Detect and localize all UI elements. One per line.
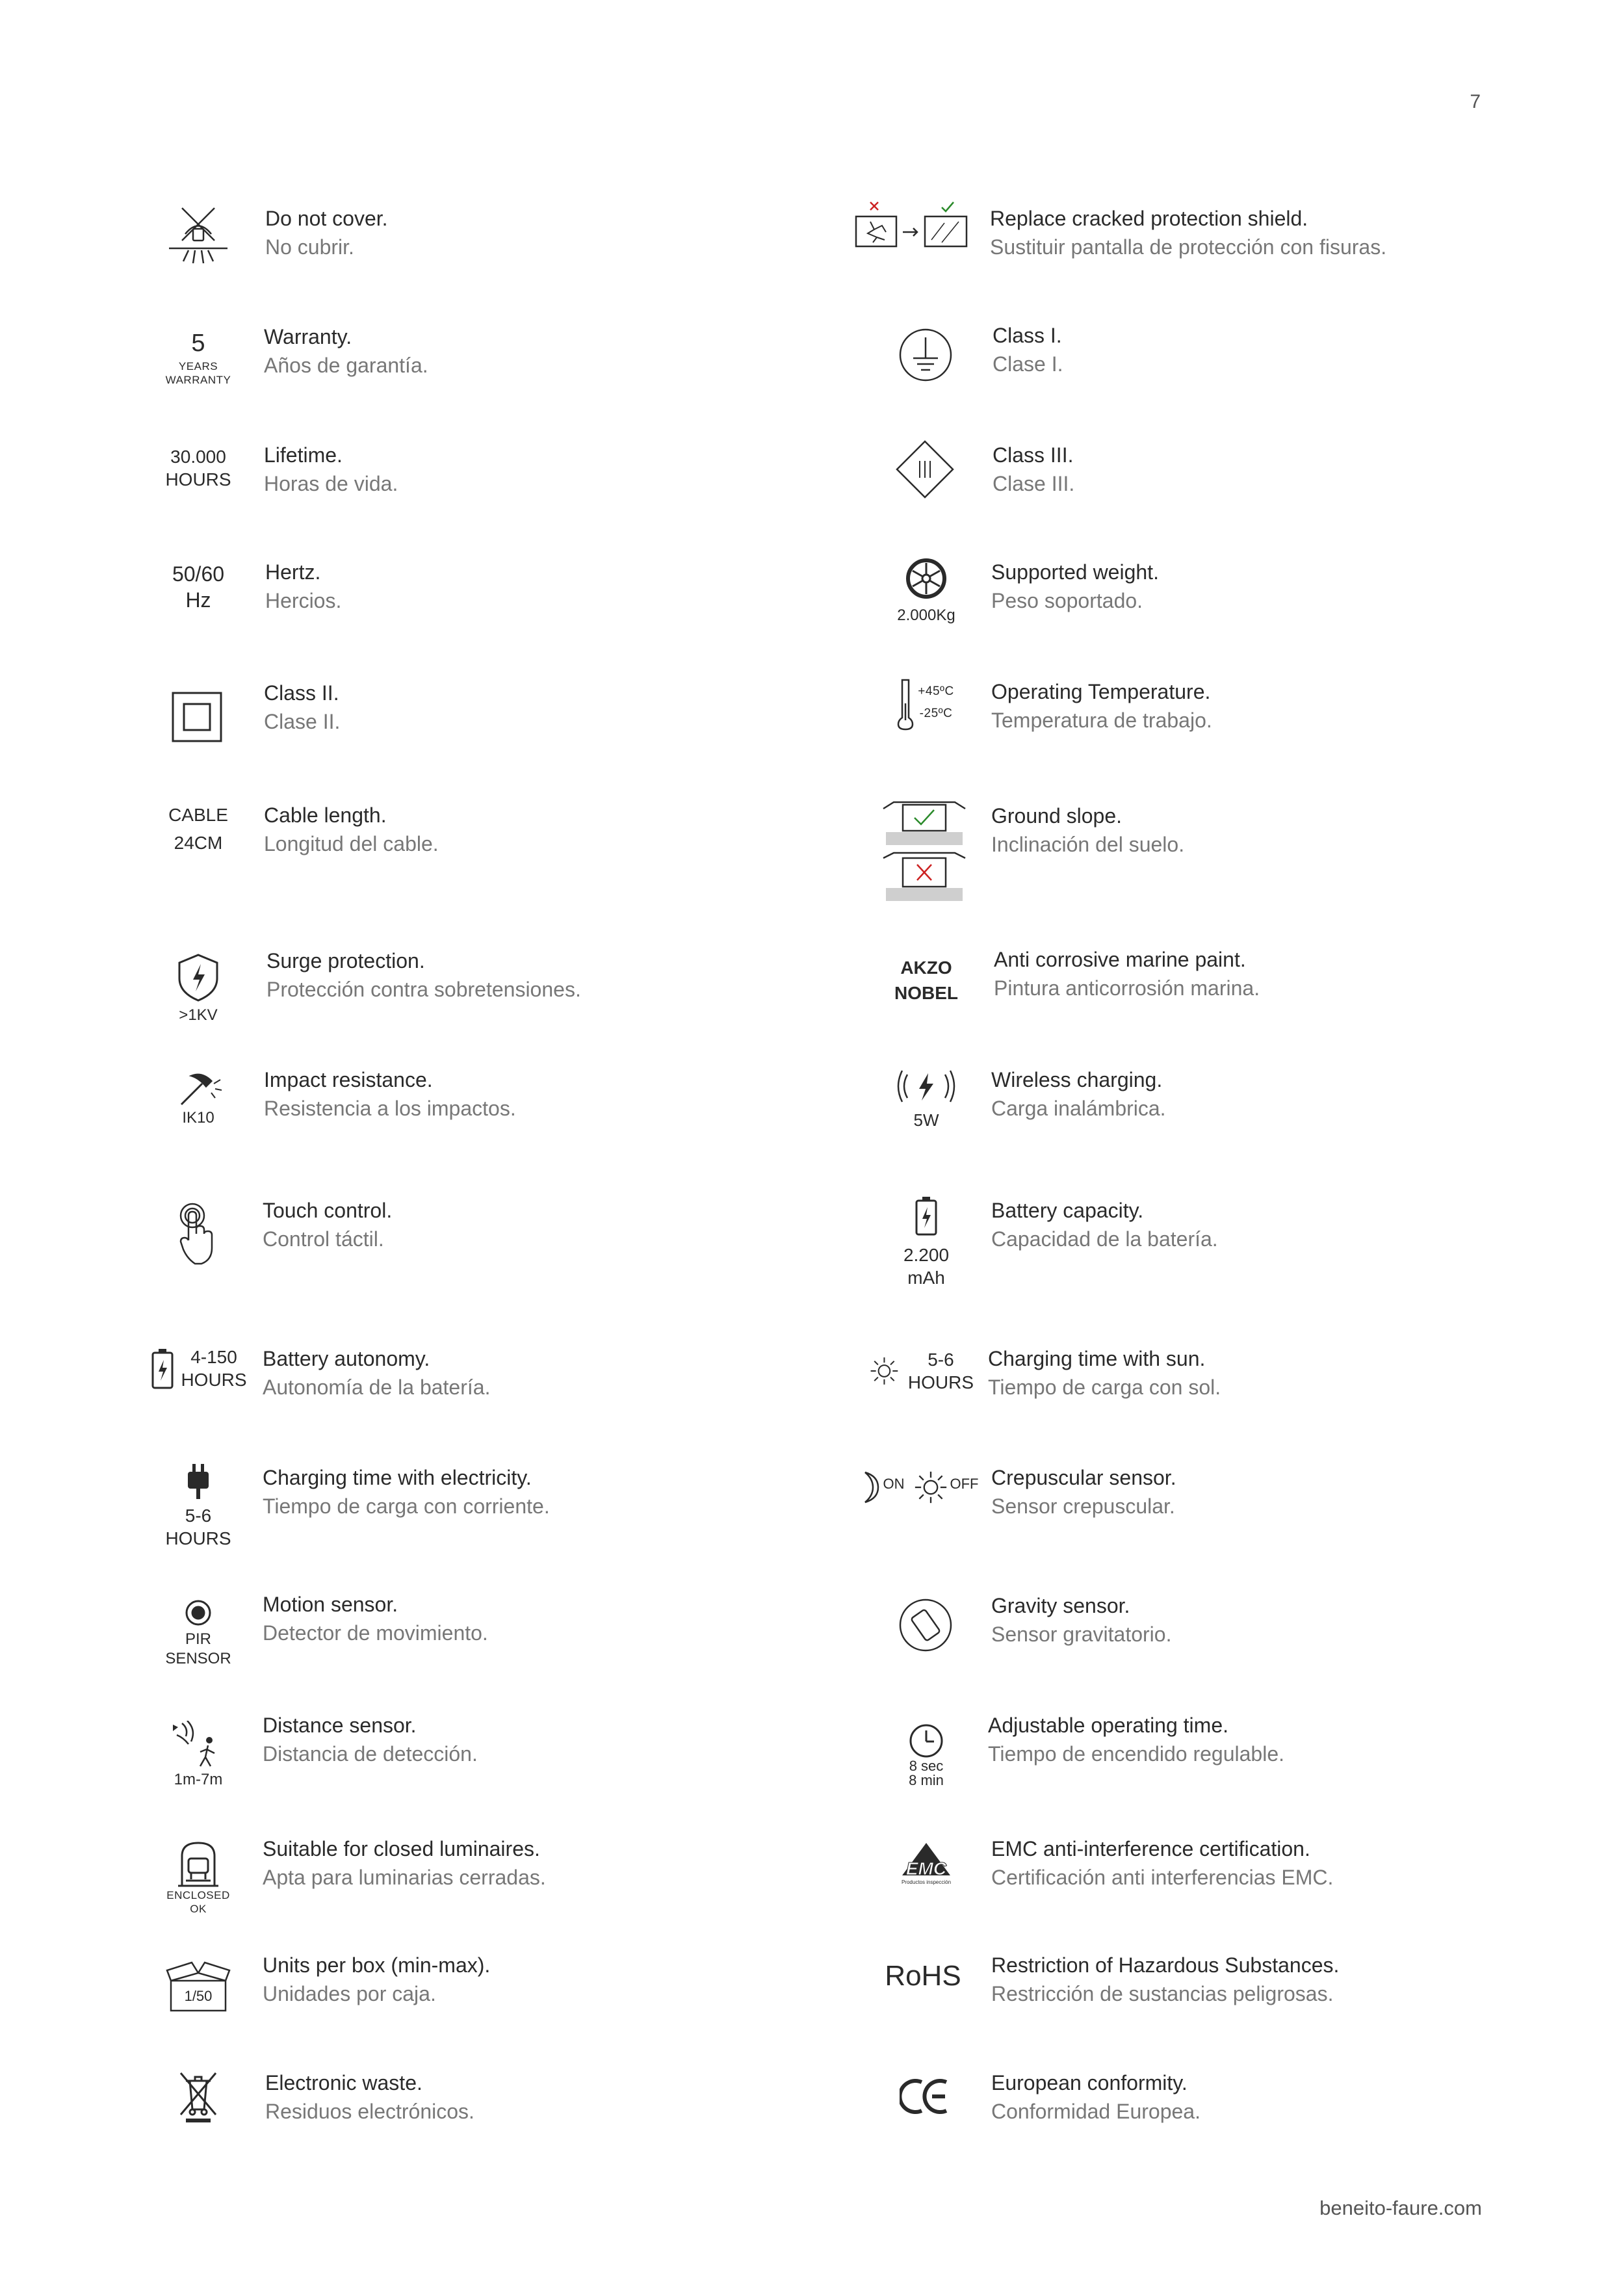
hertz-value: 50/60 [172,562,225,586]
supported-weight-title: Supported weight. [991,560,1159,584]
impact-resistance-title: Impact resistance. [264,1068,433,1091]
battery-capacity-unit: mAh [907,1268,945,1288]
charging-electricity-subtitle: Tiempo de carga con corriente. [263,1494,550,1518]
crepuscular-on: ON [883,1476,905,1493]
box-units-value: 1/50 [184,1988,213,2004]
emc-title: EMC anti-interference certification. [991,1837,1310,1860]
sun-charge-value: 5-6 [928,1350,954,1370]
do-not-cover-icon [159,198,237,270]
plug-icon [156,1463,240,1551]
surge-protection-icon [162,950,234,1027]
akzo-label: AKZO [900,958,952,978]
lifetime-hours-value: 30.000 [170,447,226,467]
ce-subtitle: Conformidad Europea. [991,2100,1201,2123]
impact-resistance-subtitle: Resistencia a los impactos. [264,1097,516,1120]
lifetime-title: Lifetime. [264,443,343,467]
hertz-title: Hertz. [265,560,321,584]
clock-max-time: 8 min [909,1772,944,1788]
touch-control-icon [169,1199,227,1268]
battery-autonomy-title: Battery autonomy. [263,1347,430,1370]
footer-website[interactable]: beneito-faure.com [1319,2197,1482,2219]
emc-icon [890,1840,962,1892]
battery-autonomy-unit: HOURS [181,1370,247,1390]
motion-sensor-icon [156,1598,240,1669]
lifetime-hours-label: HOURS [165,469,231,489]
akzo-nobel-icon [884,954,968,1006]
distance-sensor-title: Distance sensor. [263,1714,417,1737]
clock-icon [890,1717,962,1793]
enclosed-title: Suitable for closed luminaires. [263,1837,540,1860]
sun-charging-title: Charging time with sun. [988,1347,1206,1370]
units-per-box-subtitle: Unidades por caja. [263,1982,436,2005]
distance-range: 1m-7m [174,1771,223,1788]
battery-capacity-subtitle: Capacidad de la batería. [991,1227,1218,1251]
plug-charge-unit: HOURS [165,1528,231,1548]
replace-shield-subtitle: Sustituir pantalla de protección con fisuras. [990,235,1387,259]
cable-length-title: Cable length. [264,803,387,827]
lifetime-icon [156,443,240,493]
cable-length-subtitle: Longitud del cable. [264,832,439,855]
weee-subtitle: Residuos electrónicos. [265,2100,474,2123]
motion-sensor-subtitle: Detector de movimiento. [263,1621,488,1645]
class-i-subtitle: Clase I. [993,352,1063,376]
emc-subtitle: Certificación anti interferencias EMC. [991,1866,1334,1889]
impact-resistance-icon [162,1066,234,1131]
battery-capacity-value: 2.200 [903,1245,950,1265]
supported-weight-value: 2.000Kg [897,607,955,624]
emc-logo-text: EMC [905,1859,947,1879]
emc-logo-subtext: Productos inspección [901,1879,952,1885]
marine-paint-subtitle: Pintura anticorrosión marina. [994,976,1260,1000]
wireless-charging-title: Wireless charging. [991,1068,1163,1091]
operating-time-subtitle: Tiempo de encendido regulable. [988,1742,1285,1766]
nobel-label: NOBEL [894,983,958,1003]
motion-sensor-label1: PIR [185,1630,211,1648]
marine-paint-title: Anti corrosive marine paint. [994,948,1246,971]
temp-min: -25ºC [919,706,953,720]
gravity-sensor-title: Gravity sensor. [991,1594,1130,1617]
operating-temperature-subtitle: Temperatura de trabajo. [991,709,1212,732]
motion-sensor-title: Motion sensor. [263,1593,398,1616]
enclosed-ok-label: OK [190,1903,207,1915]
ce-title: European conformity. [991,2071,1188,2094]
impact-value: IK10 [182,1109,214,1127]
clock-min-time: 8 sec [909,1758,944,1774]
battery-autonomy-icon [151,1346,247,1391]
warranty-years-label: YEARS [178,359,218,372]
surge-value: >1KV [179,1006,218,1024]
rohs-icon [877,1957,968,1996]
rohs-title: Restriction of Hazardous Substances. [991,1953,1340,1977]
battery-autonomy-subtitle: Autonomía de la batería. [263,1376,491,1399]
cable-length-value: 24CM [174,833,223,853]
supported-weight-icon [884,556,968,627]
replace-shield-title: Replace cracked protection shield. [990,207,1308,230]
hertz-icon [156,560,240,614]
touch-control-subtitle: Control táctil. [263,1227,384,1251]
replace-shield-icon [851,198,972,252]
motion-sensor-label2: SENSOR [165,1650,231,1667]
surge-protection-subtitle: Protección contra sobretensiones. [266,978,581,1001]
touch-control-title: Touch control. [263,1199,393,1222]
ce-mark-icon [894,2074,957,2119]
sun-charging-subtitle: Tiempo de carga con sol. [988,1376,1221,1399]
crepuscular-off: OFF [950,1476,979,1493]
operating-temperature-title: Operating Temperature. [991,680,1211,703]
wireless-power: 5W [913,1110,939,1130]
battery-capacity-title: Battery capacity. [991,1199,1144,1222]
class-i-title: Class I. [993,324,1062,347]
distance-sensor-icon [159,1716,237,1794]
class-iii-title: Class III. [993,443,1074,467]
gravity-sensor-subtitle: Sensor gravitatorio. [991,1623,1172,1646]
thermometer-icon [893,677,958,733]
sun-icon [870,1348,974,1394]
warranty-icon [156,325,240,390]
cable-length-icon [156,803,240,855]
do-not-cover-title: Do not cover. [265,207,388,230]
ground-slope-icon [879,797,970,905]
warranty-title: Warranty. [264,325,352,348]
distance-sensor-subtitle: Distancia de detección. [263,1742,478,1766]
crepuscular-sensor-icon [855,1467,981,1508]
class-iii-icon [892,437,957,502]
box-icon [159,1953,237,2018]
plug-charge-value: 5-6 [185,1506,212,1526]
wireless-charging-subtitle: Carga inalámbrica. [991,1097,1166,1120]
crepuscular-subtitle: Sensor crepuscular. [991,1494,1175,1518]
wireless-charging-icon [890,1066,962,1131]
surge-protection-title: Surge protection. [266,949,425,972]
enclosed-label: ENCLOSED [166,1888,230,1901]
rohs-subtitle: Restricción de sustancias peligrosas. [991,1982,1334,2005]
battery-capacity-icon [890,1194,962,1291]
do-not-cover-subtitle: No cubrir. [265,235,354,259]
battery-autonomy-value: 4-150 [190,1347,237,1367]
page-number: 7 [1470,91,1481,112]
hertz-unit: Hz [185,588,211,612]
weee-icon [168,2067,229,2126]
temp-max: +45ºC [918,685,954,698]
lifetime-subtitle: Horas de vida. [264,472,398,495]
operating-time-title: Adjustable operating time. [988,1714,1228,1737]
supported-weight-subtitle: Peso soportado. [991,589,1143,612]
class-ii-title: Class II. [264,681,339,705]
class-i-earth-icon [894,324,957,386]
warranty-subtitle: Años de garantía. [264,354,428,377]
hertz-subtitle: Hercios. [265,589,342,612]
enclosed-subtitle: Apta para luminarias cerradas. [263,1866,546,1889]
gravity-sensor-icon [894,1594,957,1656]
sun-charge-unit: HOURS [907,1372,974,1392]
warranty-label: WARRANTY [165,373,231,386]
units-per-box-title: Units per box (min-max). [263,1953,491,1977]
crepuscular-title: Crepuscular sensor. [991,1466,1176,1489]
charging-electricity-title: Charging time with electricity. [263,1466,532,1489]
enclosed-ok-icon [156,1838,240,1916]
weee-title: Electronic waste. [265,2071,422,2094]
cable-label: CABLE [168,805,228,825]
rohs-logo-text: RoHS [885,1960,961,1992]
class-iii-subtitle: Clase III. [993,472,1075,495]
class-ii-subtitle: Clase II. [264,710,341,733]
warranty-years-value: 5 [191,330,205,357]
ground-slope-title: Ground slope. [991,804,1123,828]
class-ii-icon [166,686,228,748]
ground-slope-subtitle: Inclinación del suelo. [991,833,1185,856]
